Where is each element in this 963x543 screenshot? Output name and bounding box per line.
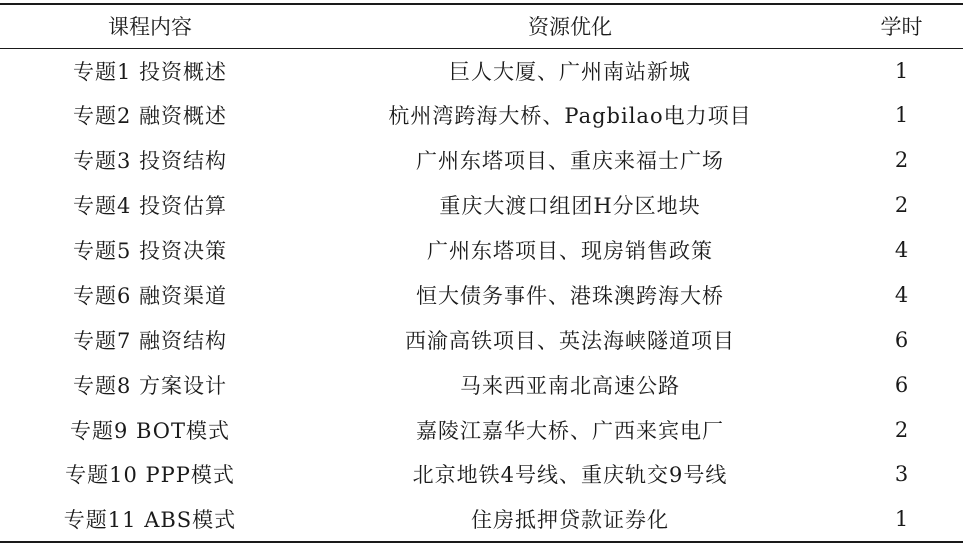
table-header [0, 4, 963, 48]
cell-course: 专题6 融资渠道 [72, 283, 228, 308]
cell-resource: 巨人大厦、广州南站新城 [449, 59, 691, 84]
table-row [0, 497, 963, 542]
cell-course: 专题5 投资决策 [72, 239, 228, 263]
cell-course: 专题8 方案设计 [72, 373, 228, 398]
header-row [0, 4, 963, 48]
cell-resource: 恒大债务事件、港珠澳跨海大桥 [416, 283, 724, 308]
cell-resource: 杭州湾跨海大桥、Pagbilao电力项目 [388, 104, 752, 129]
cell-course: 专题3 投资结构 [72, 149, 228, 174]
cell-course: 专题11 ABS模式 [0, 497, 300, 542]
cell-hours: 2 [894, 193, 909, 218]
header-course: 课程内容 [0, 4, 300, 48]
cell-course: 专题7 融资结构 [72, 328, 228, 353]
cell-hours: 4 [894, 238, 909, 262]
cell-course: 专题4 投资估算 [72, 194, 228, 219]
cell-course: 专题2 融资概述 [72, 104, 228, 129]
cell-hours: 1 [894, 58, 909, 83]
table-row [0, 48, 963, 93]
table-row [0, 183, 963, 228]
cell-resource: 马来西亚南北高速公路 [460, 373, 680, 398]
table-row [0, 93, 963, 138]
cell-hours: 6 [894, 372, 909, 397]
table-row [0, 452, 963, 497]
cell-resource: 广州东塔项目、现房销售政策 [427, 239, 713, 263]
course-resource-table [0, 3, 963, 543]
cell-course: 专题1 投资概述 [72, 59, 228, 84]
cell-resource: 西渝高铁项目、英法海峡隧道项目 [405, 328, 735, 353]
table-body [0, 48, 963, 542]
cell-hours: 1 [840, 497, 963, 542]
header-hours: 学时 [840, 4, 963, 48]
table-row [0, 228, 963, 273]
table-row [0, 407, 963, 452]
cell-hours: 6 [894, 327, 909, 352]
header-resource: 资源优化 [300, 4, 840, 48]
cell-hours: 1 [894, 103, 909, 128]
table-row [0, 138, 963, 183]
cell-resource: 北京地铁4号线、重庆轨交9号线 [412, 463, 728, 488]
cell-hours: 3 [894, 462, 909, 487]
cell-hours: 2 [894, 417, 909, 442]
cell-hours: 4 [894, 282, 909, 307]
table-row [0, 317, 963, 362]
cell-hours: 2 [894, 148, 909, 173]
cell-resource: 住房抵押贷款证券化 [300, 497, 840, 542]
cell-course: 专题10 PPP模式 [65, 463, 235, 488]
cell-resource: 广州东塔项目、重庆来福士广场 [416, 149, 724, 174]
table-row [0, 362, 963, 407]
cell-course: 专题9 BOT模式 [69, 418, 231, 443]
table-row [0, 272, 963, 317]
cell-resource: 重庆大渡口组团H分区地块 [439, 194, 701, 219]
cell-resource: 嘉陵江嘉华大桥、广西来宾电厂 [416, 418, 724, 443]
